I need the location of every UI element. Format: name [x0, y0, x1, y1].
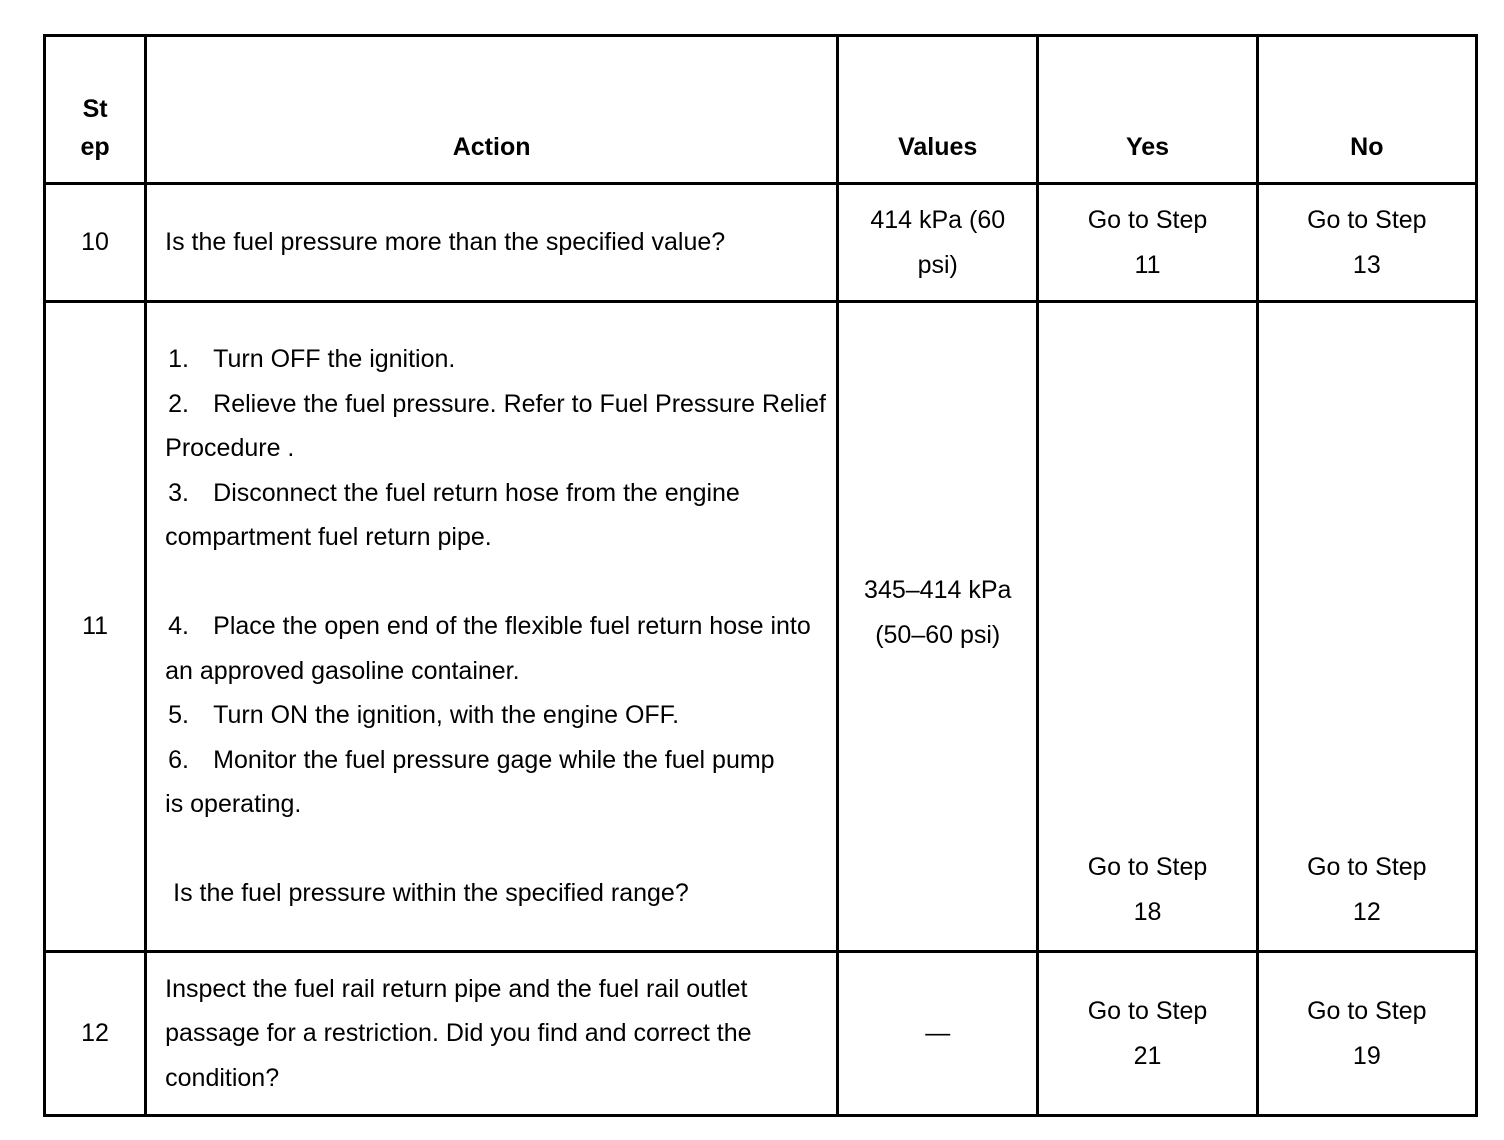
header-values: Values [838, 36, 1038, 184]
values-text: 414 kPa (60 psi) [838, 184, 1038, 302]
diagnostic-table [43, 34, 1478, 1117]
yes-link: Go to Step 18 [1038, 302, 1257, 952]
list-item: 3. Disconnect the fuel return hose from the engine compartment fuel return pipe. [165, 478, 740, 552]
header-yes: Yes [1038, 36, 1257, 184]
list-item: 5. Turn ON the ignition, with the engine OFF. [168, 701, 680, 730]
no-link: Go to Step 12 [1257, 302, 1476, 952]
list-item: 4. Place the open end of the flexible fuel return hose into an approved gasoline container. [165, 612, 811, 685]
action-text: Is the fuel pressure more than the specified value? [146, 184, 838, 302]
header-step [45, 36, 146, 184]
action-question: Is the fuel pressure within the specified range? [173, 879, 689, 908]
list-item: 6. Monitor the fuel pressure gage while the fuel pump is operating. [165, 745, 775, 819]
table-row [45, 302, 1477, 952]
header-step-line2: ep [80, 133, 110, 161]
action-text: Inspect the fuel rail return pipe and the fuel rail outlet passage for a restriction. Did you find and correct the condition? [146, 952, 838, 1116]
no-link: Go to Step 13 [1257, 184, 1476, 302]
step-number: 12 [45, 952, 146, 1116]
step-number: 10 [45, 184, 146, 302]
yes-link: Go to Step 11 [1038, 184, 1257, 302]
header-step-line1: St [82, 95, 108, 123]
list-item: 1. Turn OFF the ignition. [168, 345, 456, 374]
step-number: 11 [45, 302, 146, 952]
list-item: 2. Relieve the fuel pressure. Refer to Fuel Pressure Relief Procedure . [165, 389, 826, 463]
header-row [45, 36, 1477, 184]
header-no: No [1257, 36, 1476, 184]
yes-link: Go to Step 21 [1038, 952, 1257, 1116]
action-list [146, 302, 838, 952]
table-row [45, 184, 1477, 302]
header-action: Action [146, 36, 838, 184]
values-text: 345–414 kPa (50–60 psi) [838, 302, 1038, 952]
values-text: — [838, 952, 1038, 1116]
no-link: Go to Step 19 [1257, 952, 1476, 1116]
table-row [45, 952, 1477, 1116]
